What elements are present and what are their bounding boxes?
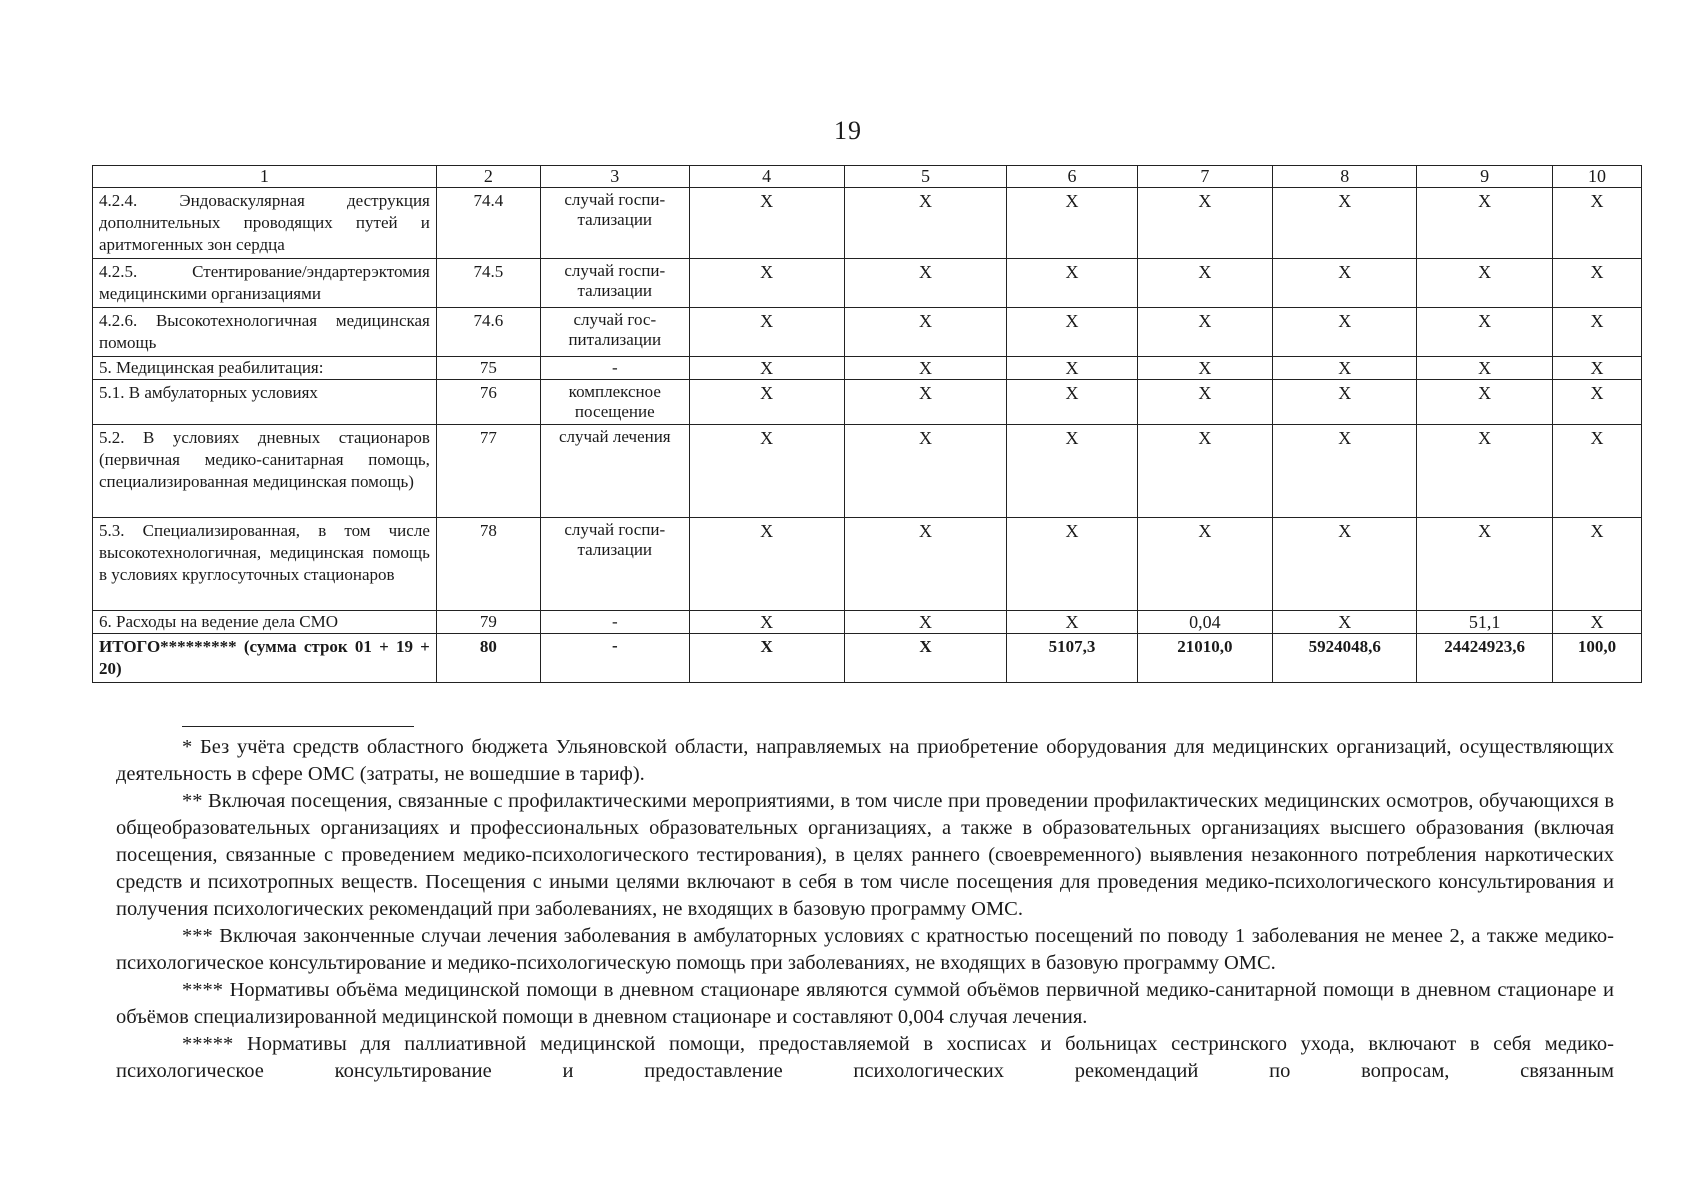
row-line-number: 75	[436, 357, 540, 380]
table-row	[93, 308, 1642, 357]
norms-table	[92, 165, 1642, 683]
row-col-5: X	[844, 518, 1007, 611]
row-col-8: X	[1273, 188, 1417, 259]
footnotes	[116, 734, 1614, 1085]
row-name: 5.2. В условиях дневных стационаров (первичная медико-санитарная помощь, специализированная медицинская помощь)	[93, 425, 437, 518]
table-row	[93, 634, 1642, 683]
footnote-3: *** Включая законченные случаи лечения заболевания в амбулаторных условиях с кратностью посещений по поводу 1 заболевания не менее 2, а также медико-психологическое консультирование и медико-психологическую помощь при заболеваниях, не входящих в базовую программу ОМС.	[116, 925, 1614, 974]
row-line-number: 76	[436, 380, 540, 425]
row-col-10: 100,0	[1552, 634, 1641, 683]
row-col-9: X	[1417, 308, 1553, 357]
header-cell-1: 1	[93, 166, 437, 188]
footnote-4: **** Нормативы объёма медицинской помощи в дневном стационаре являются суммой объёмов первичной медико-санитарной помощи в дневном стационаре и объёмов специализированной медицинской помощи в дневном стационаре и составляют 0,004 случая лечения.	[116, 979, 1614, 1028]
table-body	[93, 166, 1642, 683]
row-col-10: X	[1552, 611, 1641, 634]
row-col-4: X	[689, 308, 844, 357]
table-header-row	[93, 166, 1642, 188]
row-col-4: X	[689, 259, 844, 308]
table-row	[93, 259, 1642, 308]
header-cell-4: 4	[689, 166, 844, 188]
row-col-7: X	[1137, 380, 1273, 425]
row-col-8: X	[1273, 518, 1417, 611]
table-row	[93, 518, 1642, 611]
row-col-8: X	[1273, 259, 1417, 308]
row-unit: случай госпи-тализации	[540, 188, 689, 259]
row-unit: -	[540, 634, 689, 683]
row-col-5: X	[844, 634, 1007, 683]
table-row	[93, 380, 1642, 425]
table-row	[93, 188, 1642, 259]
row-name: ИТОГО********* (сумма строк 01 + 19 + 20)	[93, 634, 437, 683]
table-row	[93, 425, 1642, 518]
row-line-number: 74.5	[436, 259, 540, 308]
row-col-4: X	[689, 425, 844, 518]
row-line-number: 78	[436, 518, 540, 611]
row-line-number: 77	[436, 425, 540, 518]
row-col-7: 0,04	[1137, 611, 1273, 634]
row-col-9: X	[1417, 425, 1553, 518]
row-col-7: X	[1137, 308, 1273, 357]
row-col-9: 51,1	[1417, 611, 1553, 634]
row-name: 4.2.6. Высокотехнологичная медицинская помощь	[93, 308, 437, 357]
row-unit: случай гос-питализации	[540, 308, 689, 357]
row-col-6: 5107,3	[1007, 634, 1137, 683]
row-col-6: X	[1007, 308, 1137, 357]
row-line-number: 80	[436, 634, 540, 683]
row-col-4: X	[689, 357, 844, 380]
footnote-5: ***** Нормативы для паллиативной медицинской помощи, предоставляемой в хосписах и больницах сестринского ухода, включают в себя медико-психологическое консультирование и предоставление психологических рекомендаций по вопросам, связанным	[116, 1033, 1614, 1082]
row-col-5: X	[844, 357, 1007, 380]
footnote-separator	[182, 726, 414, 727]
row-name: 5. Медицинская реабилитация:	[93, 357, 437, 380]
row-unit: случай госпи-тализации	[540, 259, 689, 308]
row-col-8: X	[1273, 425, 1417, 518]
row-col-5: X	[844, 188, 1007, 259]
header-cell-8: 8	[1273, 166, 1417, 188]
row-col-5: X	[844, 259, 1007, 308]
row-col-10: X	[1552, 518, 1641, 611]
row-col-6: X	[1007, 188, 1137, 259]
row-unit: случай госпи-тализации	[540, 518, 689, 611]
row-col-10: X	[1552, 425, 1641, 518]
row-col-9: X	[1417, 380, 1553, 425]
footnote-2: ** Включая посещения, связанные с профилактическими мероприятиями, в том числе при проведении профилактических медицинских осмотров, обучающихся в общеобразовательных организациях и профессиональных образовательных организациях, а также в образовательных организациях высшего образования (включая посещения, связанные с проведением медико-психологического тестирования), в целях раннего (своевременного) выявления незаконного потребления наркотических средств и психотропных веществ. Посещения с иными целями включают в себя в том числе посещения для проведения медико-психологического консультирования и получения психологических рекомендаций при заболеваниях, не входящих в базовую программу ОМС.	[116, 790, 1614, 920]
row-col-10: X	[1552, 357, 1641, 380]
row-name: 4.2.5. Стентирование/эндартерэктомия медицинскими организациями	[93, 259, 437, 308]
row-col-6: X	[1007, 611, 1137, 634]
row-name: 5.3. Специализированная, в том числе высокотехнологичная, медицинская помощь в условиях круглосуточных стационаров	[93, 518, 437, 611]
row-col-8: X	[1273, 380, 1417, 425]
row-col-7: X	[1137, 357, 1273, 380]
table-row	[93, 611, 1642, 634]
table-row	[93, 357, 1642, 380]
row-col-7: X	[1137, 425, 1273, 518]
row-col-4: X	[689, 634, 844, 683]
row-col-9: 24424923,6	[1417, 634, 1553, 683]
row-name: 5.1. В амбулаторных условиях	[93, 380, 437, 425]
header-cell-7: 7	[1137, 166, 1273, 188]
row-col-5: X	[844, 308, 1007, 357]
row-col-5: X	[844, 380, 1007, 425]
row-col-6: X	[1007, 259, 1137, 308]
row-col-8: 5924048,6	[1273, 634, 1417, 683]
row-line-number: 74.6	[436, 308, 540, 357]
row-unit: случай лечения	[540, 425, 689, 518]
page-number: 19	[834, 116, 862, 145]
row-line-number: 74.4	[436, 188, 540, 259]
row-unit: комплексное посещение	[540, 380, 689, 425]
header-cell-10: 10	[1552, 166, 1641, 188]
row-col-5: X	[844, 611, 1007, 634]
row-col-4: X	[689, 380, 844, 425]
row-col-7: X	[1137, 518, 1273, 611]
row-col-10: X	[1552, 259, 1641, 308]
row-col-6: X	[1007, 425, 1137, 518]
header-cell-2: 2	[436, 166, 540, 188]
row-col-10: X	[1552, 188, 1641, 259]
row-col-6: X	[1007, 518, 1137, 611]
header-cell-5: 5	[844, 166, 1007, 188]
row-col-7: X	[1137, 188, 1273, 259]
row-unit: -	[540, 611, 689, 634]
header-cell-6: 6	[1007, 166, 1137, 188]
row-col-10: X	[1552, 380, 1641, 425]
header-cell-3: 3	[540, 166, 689, 188]
header-cell-9: 9	[1417, 166, 1553, 188]
row-col-10: X	[1552, 308, 1641, 357]
row-col-4: X	[689, 611, 844, 634]
row-col-4: X	[689, 188, 844, 259]
row-col-9: X	[1417, 188, 1553, 259]
row-col-7: X	[1137, 259, 1273, 308]
row-col-4: X	[689, 518, 844, 611]
row-name: 6. Расходы на ведение дела СМО	[93, 611, 437, 634]
row-unit: -	[540, 357, 689, 380]
footnote-1: * Без учёта средств областного бюджета Ульяновской области, направляемых на приобретение оборудования для медицинских организаций, осуществляющих деятельность в сфере ОМС (затраты, не вошедшие в тариф).	[116, 736, 1614, 785]
row-col-7: 21010,0	[1137, 634, 1273, 683]
row-col-6: X	[1007, 380, 1137, 425]
row-line-number: 79	[436, 611, 540, 634]
row-col-9: X	[1417, 259, 1553, 308]
row-col-8: X	[1273, 611, 1417, 634]
row-col-8: X	[1273, 308, 1417, 357]
row-col-5: X	[844, 425, 1007, 518]
row-col-6: X	[1007, 357, 1137, 380]
norms-table-container	[92, 165, 1642, 683]
row-col-9: X	[1417, 518, 1553, 611]
row-name: 4.2.4. Эндоваскулярная деструкция дополнительных проводящих путей и аритмогенных зон сердца	[93, 188, 437, 259]
row-col-8: X	[1273, 357, 1417, 380]
row-col-9: X	[1417, 357, 1553, 380]
